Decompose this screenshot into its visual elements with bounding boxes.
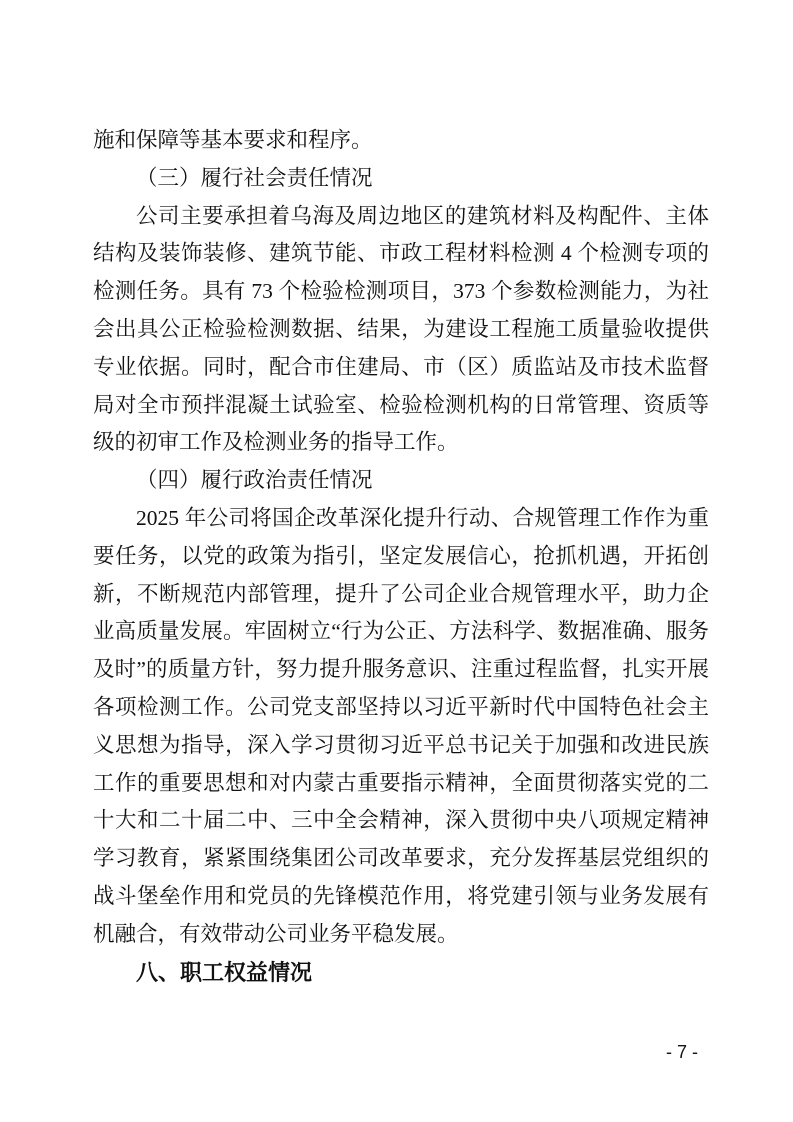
paragraph-political-responsibility-line: 要任务，以党的政策为指引，坚定发展信心，抢抓机遇，开拓创	[93, 543, 709, 568]
paragraph-social-responsibility-line: 会出具公正检验检测数据、结果，为建设工程施工质量验收提供	[93, 316, 709, 341]
paragraph-social-responsibility-line: 结构及装饰装修、建筑节能、市政工程材料检测 4 个检测专项的	[93, 241, 709, 266]
page-number: - 7 -	[665, 1042, 698, 1062]
section-heading-employee-rights-line: 八、职工权益情况	[136, 959, 313, 985]
paragraph-political-responsibility-line: 机融合，有效带动公司业务平稳发展。	[93, 921, 459, 946]
paragraph-social-responsibility-line: 检测任务。具有 73 个检验检测项目，373 个参数检测能力，为社	[93, 279, 709, 304]
paragraph-social-responsibility-line: 公司主要承担着乌海及周边地区的建筑材料及构配件、主体	[136, 203, 709, 228]
paragraph-political-responsibility-line: 工作的重要思想和对内蒙古重要指示精神，全面贯彻落实党的二	[93, 770, 709, 795]
subheading-social-responsibility-line: （三）履行社会责任情况	[136, 165, 373, 190]
paragraph-political-responsibility-line: 及时”的质量方针，努力提升服务意识、注重过程监督，扎实开展	[93, 657, 709, 682]
document-body	[93, 122, 709, 991]
paragraph-political-responsibility-line: 新，不断规范内部管理，提升了公司企业合规管理水平，助力企	[93, 581, 709, 606]
paragraph-political-responsibility-line: 十大和二十届二中、三中全会精神，深入贯彻中央八项规定精神	[93, 808, 709, 833]
paragraph-political-responsibility-line: 战斗堡垒作用和党员的先锋模范作用，将党建引领与业务发展有	[93, 883, 709, 908]
paragraph-political-responsibility-line: 学习教育，紧紧围绕集团公司改革要求，充分发挥基层党组织的	[93, 846, 709, 871]
paragraph-social-responsibility-line: 局对全市预拌混凝土试验室、检验检测机构的日常管理、资质等	[93, 392, 709, 417]
paragraph-continuation-line: 施和保障等基本要求和程序。	[93, 128, 373, 152]
paragraph-political-responsibility-line: 业高质量发展。牢固树立“行为公正、方法科学、数据准确、服务	[93, 619, 709, 644]
paragraph-political-responsibility-line: 各项检测工作。公司党支部坚持以习近平新时代中国特色社会主	[93, 694, 709, 719]
paragraph-political-responsibility-line: 义思想为指导，深入学习贯彻习近平总书记关于加强和改进民族	[93, 732, 709, 757]
paragraph-political-responsibility-line: 2025 年公司将国企改革深化提升行动、合规管理工作作为重	[136, 505, 709, 530]
subheading-political-responsibility-line: （四）履行政治责任情况	[136, 468, 373, 493]
paragraph-social-responsibility-line: 专业依据。同时，配合市住建局、市（区）质监站及市技术监督	[93, 354, 709, 379]
paragraph-social-responsibility-line: 级的初审工作及检测业务的指导工作。	[93, 430, 459, 455]
